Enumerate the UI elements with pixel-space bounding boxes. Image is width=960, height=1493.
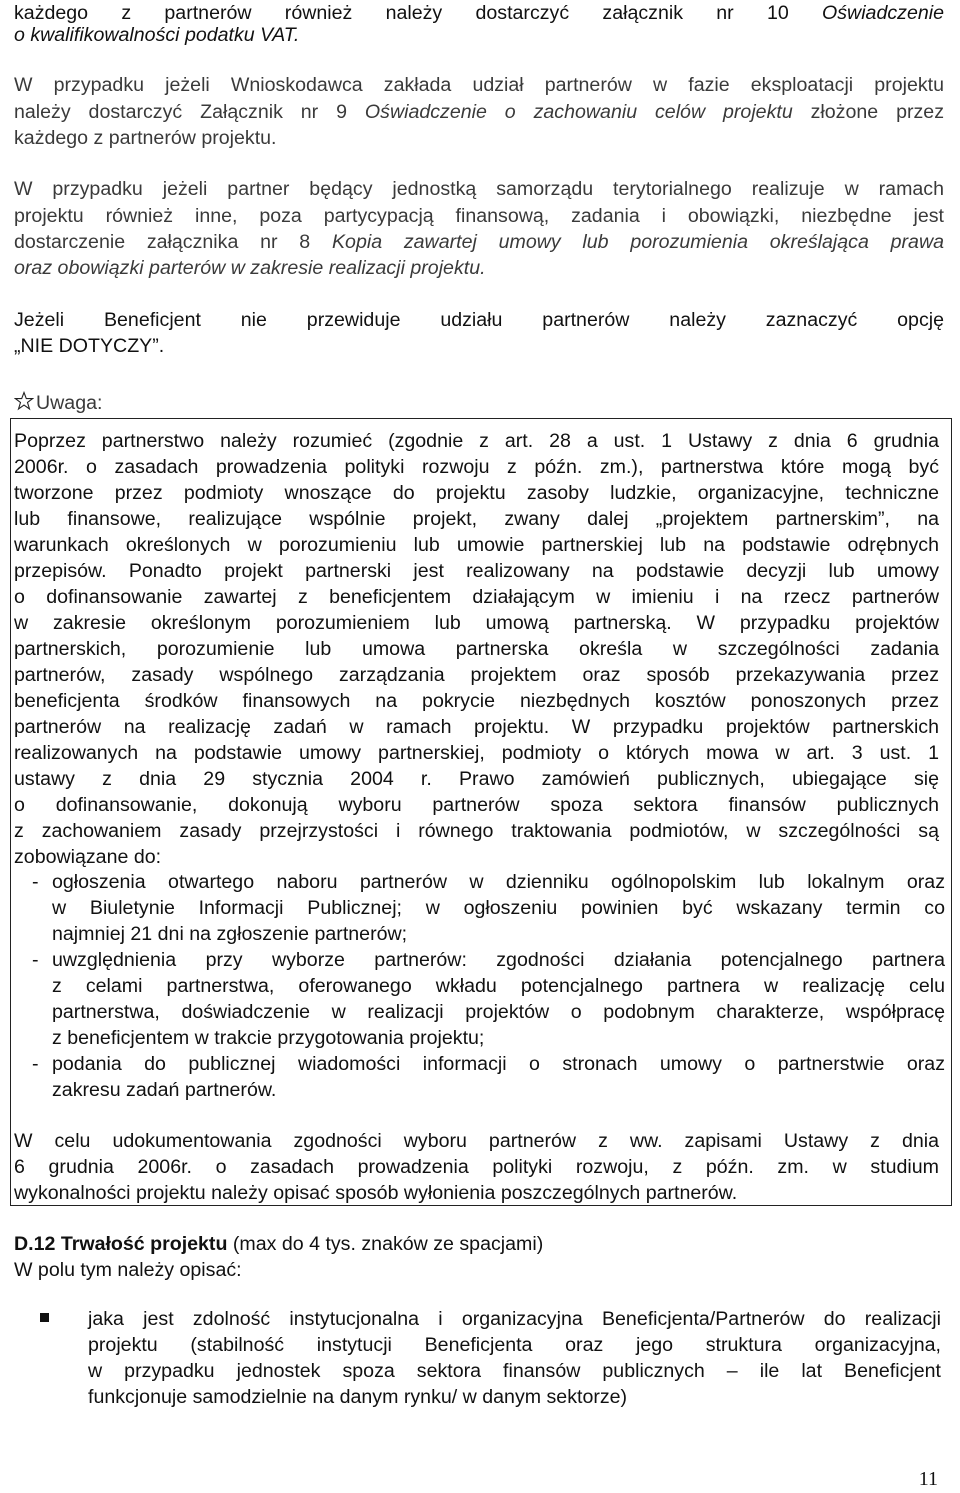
box-line: beneficjenta środków finansowych na pokrycie niezbędnych kosztów ponoszonych przez <box>14 690 939 712</box>
bullet-line: jaka jest zdolność instytucjonalna i organizacyjna Beneficjenta/Partnerów do realizacji <box>88 1308 941 1330</box>
section-heading: D.12 Trwałość projektu (max do 4 tys. znaków ze spacjami) <box>14 1233 544 1255</box>
box-line: lub finansowe, realizujące wspólnie projekt, zwany dalej „projektem partnerskim”, na <box>14 508 939 530</box>
text-line: „NIE DOTYCZY”. <box>14 335 165 357</box>
box-line: wykonalności projektu należy opisać sposób wyłonienia poszczególnych partnerów. <box>14 1182 738 1204</box>
uwaga-label-row <box>14 390 102 416</box>
box-line: w zakresie określonym porozumieniem lub umową partnerską. W przypadku projektów <box>14 612 939 634</box>
list-item-line: najmniej 21 dni na zgłoszenie partnerów; <box>52 923 408 945</box>
text-line: projektu również inne, poza partycypacją finansową, zadania i obowiązki, niezbędne jest <box>14 205 944 227</box>
box-line: zobowiązane do: <box>14 846 162 868</box>
list-item-line: w Biuletynie Informacji Publicznej; w ogłoszeniu powinien być wskazany termin co <box>52 897 945 919</box>
text-line: każdego z partnerów projektu. <box>14 127 277 149</box>
text-line: Jeżeli Beneficjent nie przewiduje udziału partnerów należy zaznaczyć opcję <box>14 309 944 331</box>
text-line: dostarczenie załącznika nr 8 Kopia zawartej umowy lub porozumienia określająca prawa <box>14 231 944 253</box>
box-line: tworzone przez podmioty wnoszące do projektu zasoby ludzkie, organizacyjne, techniczne <box>14 482 939 504</box>
text-line: należy dostarczyć Załącznik nr 9 Oświadczenie o zachowaniu celów projektu złożone przez <box>14 101 944 123</box>
star-icon <box>14 391 34 411</box>
list-item-line: z celami partnerstwa, oferowanego wkładu potencjalnego partnera w realizację celu <box>52 975 945 997</box>
text-line: W przypadku jeżeli partner będący jednostką samorządu terytorialnego realizuje w ramach <box>14 178 944 200</box>
list-dash: - <box>32 871 39 893</box>
box-line: o dofinansowanie zawartej z beneficjentem działającym w imieniu i na rzecz partnerów <box>14 586 939 608</box>
page-number: 11 <box>918 1468 938 1490</box>
bullet-line: w przypadku jednostek spoza sektora finansów publicznych – ile lat Beneficjent <box>88 1360 941 1382</box>
box-line: przepisów. Ponadto projekt partnerski jest realizowany na podstawie decyzji lub umowy <box>14 560 939 582</box>
list-dash: - <box>32 1053 39 1075</box>
list-item-line: partnerstwa, doświadczenie w realizacji projektów o podobnym charakterze, współpracę <box>52 1001 945 1023</box>
box-line: realizowanych na podstawie umowy partnerskiej, podmioty o których mowa w art. 3 ust. 1 <box>14 742 939 764</box>
uwaga-label: Uwaga: <box>36 392 103 414</box>
box-line: partnerskich, porozumienie lub umowa partnerska określa w szczególności zadania <box>14 638 939 660</box>
box-line: 2006r. o zasadach prowadzenia polityki rozwoju z późn. zm.), partnerstwa które mogą być <box>14 456 939 478</box>
bullet-square-icon <box>40 1313 49 1322</box>
list-item-line: uwzględnienia przy wyborze partnerów: zgodności działania potencjalnego partnera <box>52 949 945 971</box>
list-item-line: z beneficjentem w trakcie przygotowania projektu; <box>52 1027 485 1049</box>
text-line: oraz obowiązki parterów w zakresie realizacji projektu. <box>14 257 486 279</box>
text-line: o kwalifikowalności podatku VAT. <box>14 24 300 46</box>
box-line: o dofinansowanie, dokonują wyboru partnerów spoza sektora finansów publicznych <box>14 794 939 816</box>
section-intro: W polu tym należy opisać: <box>14 1259 242 1281</box>
list-item-line: ogłoszenia otwartego naboru partnerów w dzienniku ogólnopolskim lub lokalnym oraz <box>52 871 945 893</box>
list-item-line: zakresu zadań partnerów. <box>52 1079 277 1101</box>
box-line: 6 grudnia 2006r. o zasadach prowadzenia polityki rozwoju, z późn. zm. w studium <box>14 1156 939 1178</box>
bullet-line: funkcjonuje samodzielnie na danym rynku/ w danym sektorze) <box>88 1386 628 1408</box>
box-line: Poprzez partnerstwo należy rozumieć (zgodnie z art. 28 a ust. 1 Ustawy z dnia 6 grudnia <box>14 430 939 452</box>
box-line: partnerów, zasady wspólnego zarządzania projektem oraz sposób przekazywania przez <box>14 664 939 686</box>
text-line: każdego z partnerów również należy dostarczyć załącznik nr 10 Oświadczenie <box>14 2 944 24</box>
box-line: z zachowaniem zasady przejrzystości i równego traktowania podmiotów, w szczególności są <box>14 820 939 842</box>
bullet-line: projektu (stabilność instytucji Beneficjenta oraz jego struktura organizacyjna, <box>88 1334 941 1356</box>
list-dash: - <box>32 949 39 971</box>
box-line: partnerów na realizację zadań w ramach projektu. W przypadku projektów partnerskich <box>14 716 939 738</box>
text-line: W przypadku jeżeli Wnioskodawca zakłada udział partnerów w fazie eksploatacji projektu <box>14 74 944 96</box>
box-line: W celu udokumentowania zgodności wyboru partnerów z ww. zapisami Ustawy z dnia <box>14 1130 939 1152</box>
box-line: ustawy z dnia 29 stycznia 2004 r. Prawo zamówień publicznych, ubiegające się <box>14 768 939 790</box>
list-item-line: podania do publicznej wiadomości informacji o stronach umowy o partnerstwie oraz <box>52 1053 945 1075</box>
box-line: warunkach określonych w porozumieniu lub umowie partnerskiej lub na podstawie odrębnych <box>14 534 939 556</box>
